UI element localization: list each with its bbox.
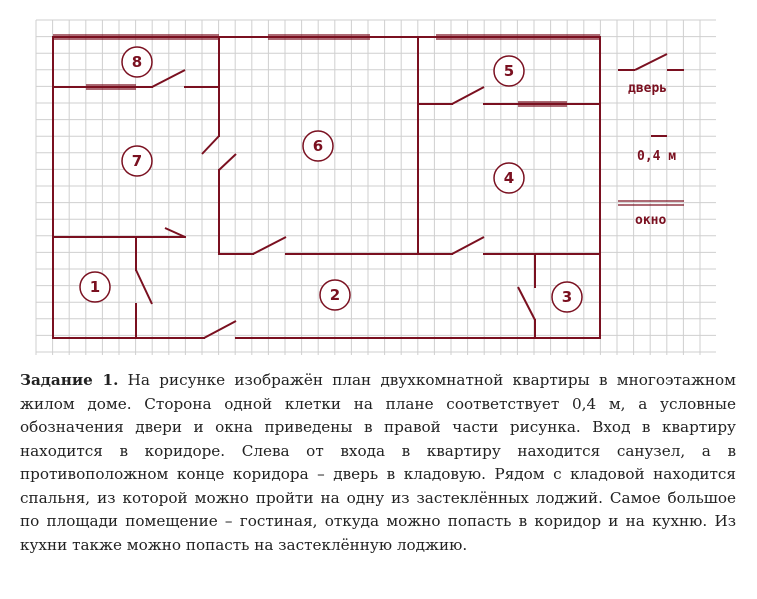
room-number: 3: [561, 288, 573, 306]
room-number: 8: [131, 53, 143, 71]
room-number: 6: [312, 137, 324, 155]
room-number: 7: [131, 152, 143, 170]
room-number: 1: [89, 278, 101, 296]
room-number: 5: [503, 62, 515, 80]
legend-door-symbol: [618, 54, 684, 70]
task-body: На рисунке изображён план двухкомнатной квартиры в многоэтажном жилом доме. Сторона одной клетки на плане соответствует 0,4 м, а условные обозначения двери и окна приведены в правой части рисунка. Вход в квартиру находится в коридоре. Слева от входа в квартиру находится санузел, а в противоположном конце коридора – дверь в кладовую. Рядом с кладовой находится спальня, из которой можно пройти на одну из застеклённых лоджий. Самое большое по площади помещение – гостиная, откуда можно попасть в коридор и на кухню. Из кухни также можно попасть на застеклённую лоджию.: [20, 371, 736, 554]
task-title: Задание 1.: [20, 371, 119, 389]
legend-door-label: дверь: [628, 81, 668, 96]
room-number: 2: [329, 286, 341, 304]
legend-scale-label: 0,4 м: [637, 149, 677, 164]
legend-window-label: окно: [635, 213, 667, 228]
task-text: [20, 369, 736, 557]
room-number: 4: [503, 169, 515, 187]
legend: [618, 54, 684, 228]
